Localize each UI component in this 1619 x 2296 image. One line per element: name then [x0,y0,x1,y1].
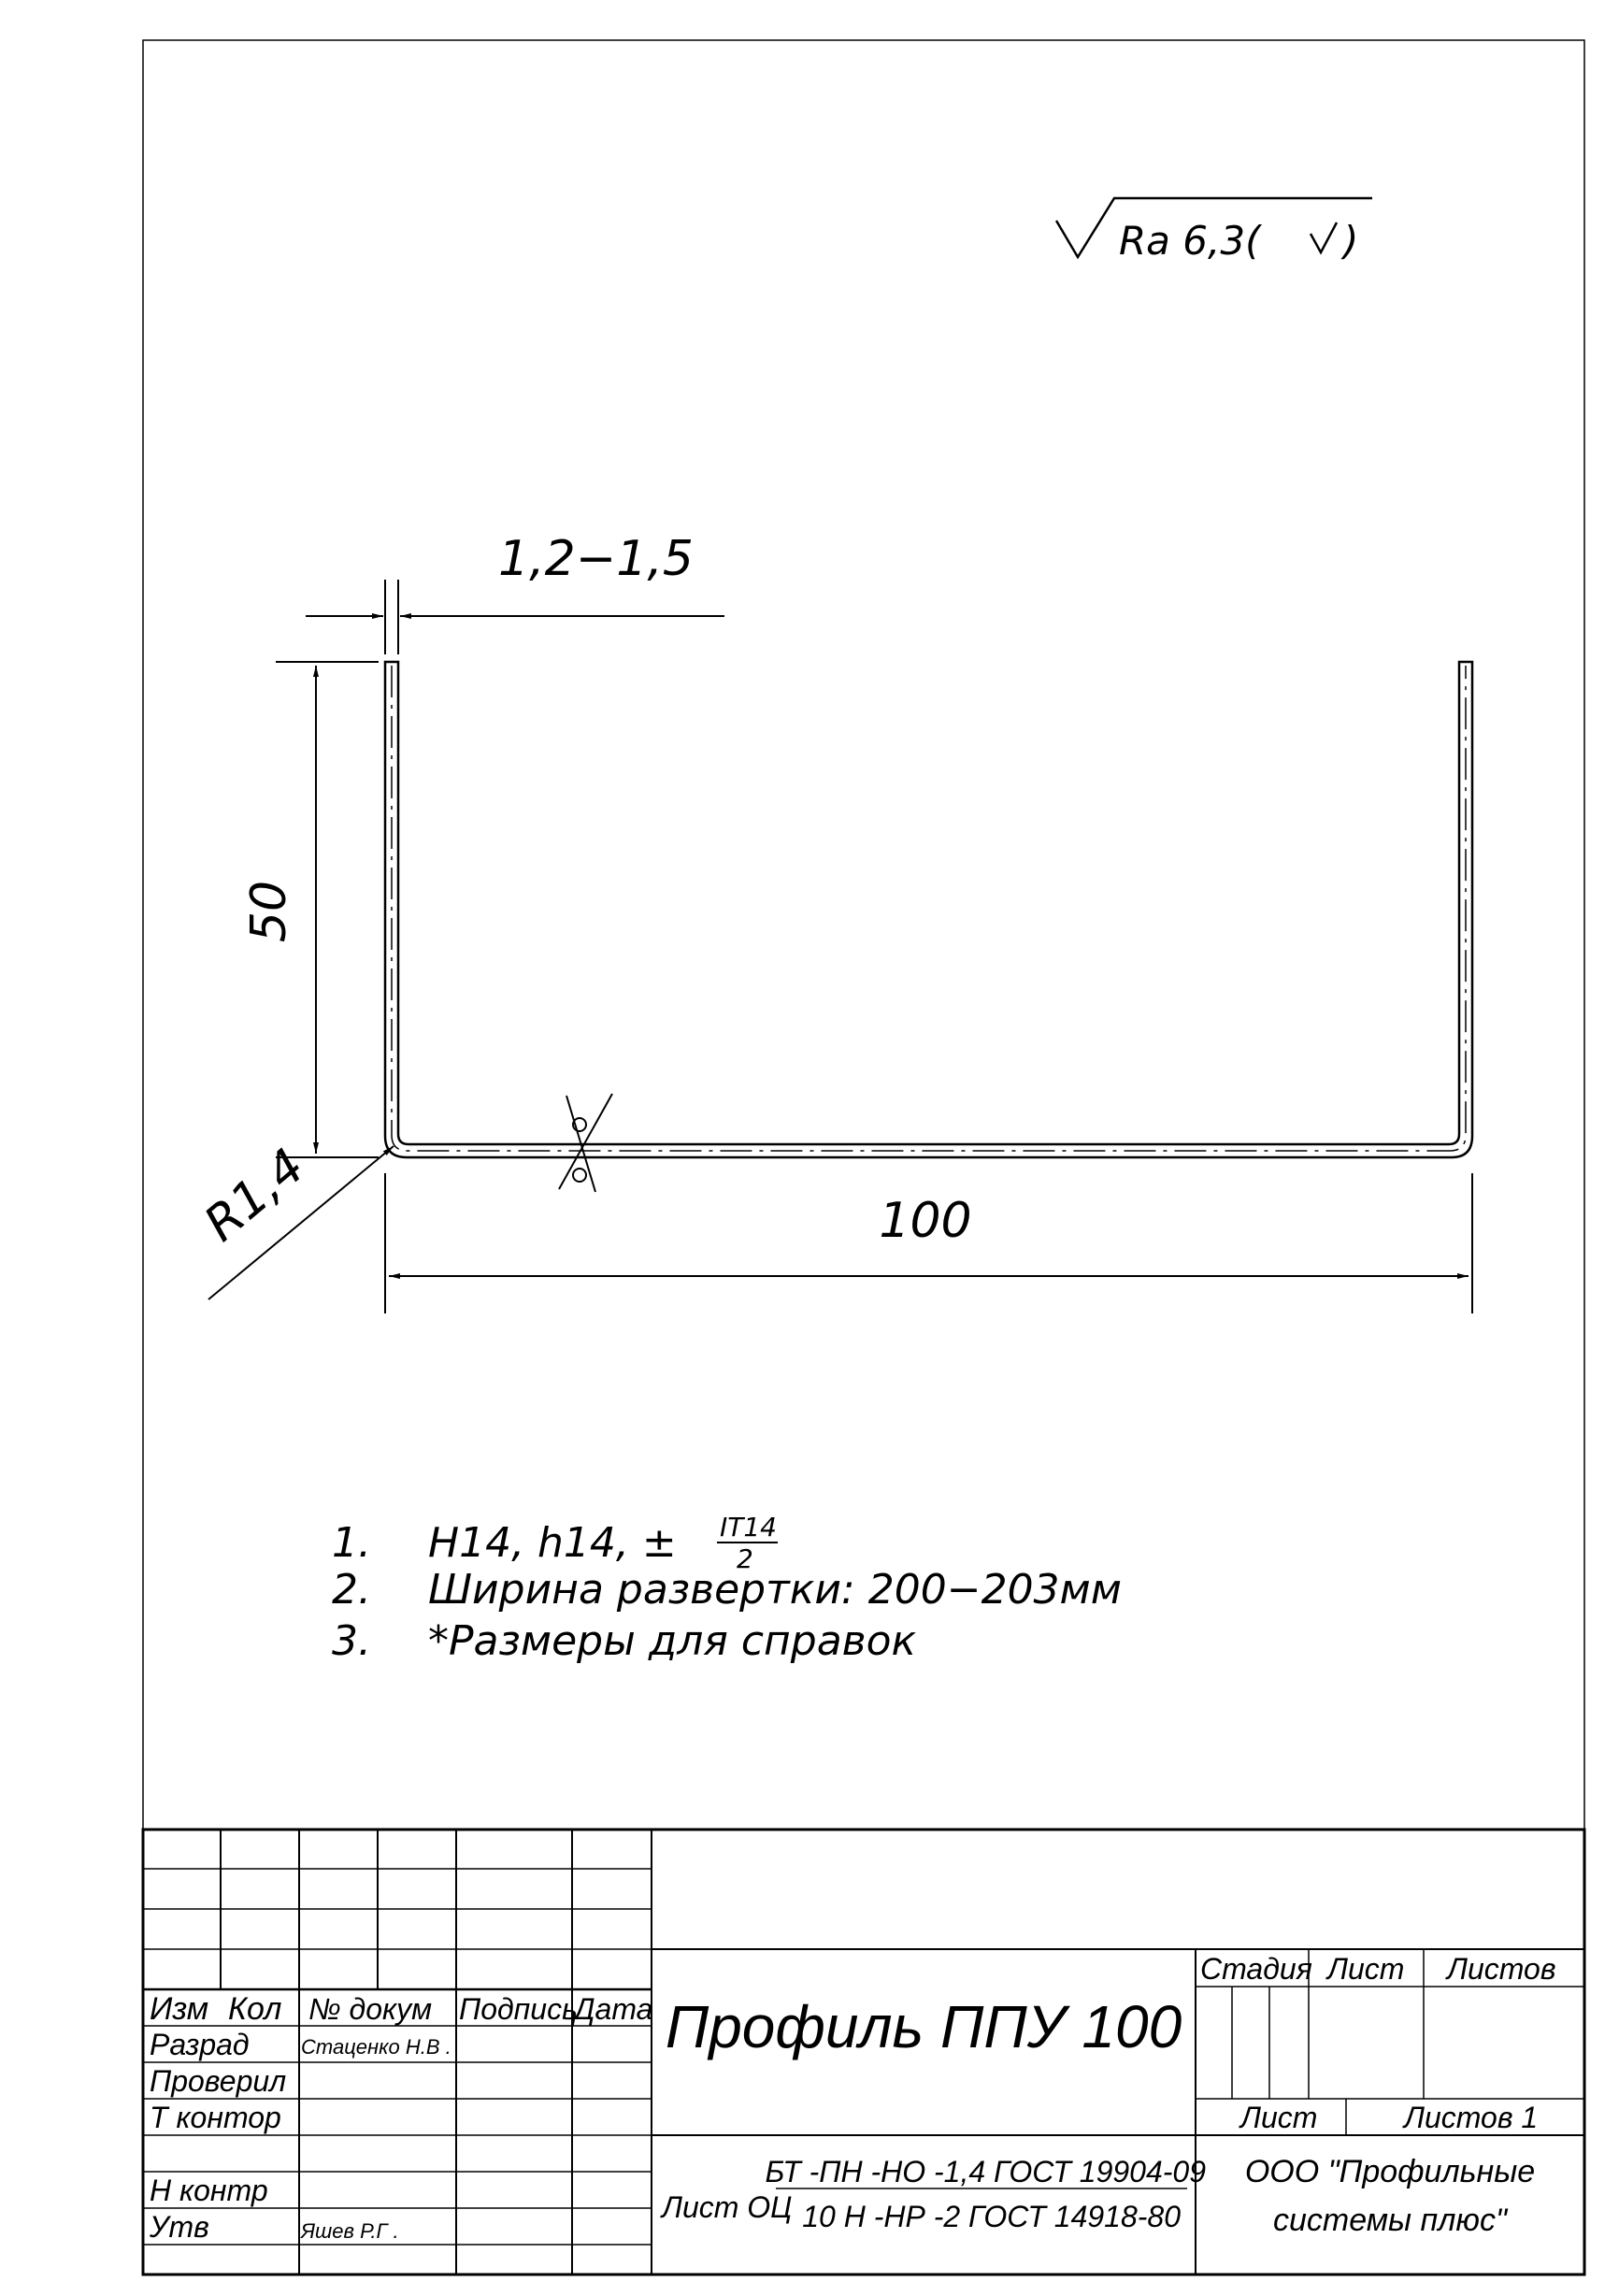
sheets-total: Листов 1 [1404,2101,1539,2134]
technical-notes [332,1512,1122,1665]
role-checker: Проверил [150,2064,287,2098]
material-line-2: 10 Н -НР -2 ГОСТ 14918-80 [802,2200,1181,2233]
thickness-value: 1,2−1,5 [498,531,694,587]
note-1-fraction-top: IT14 [720,1512,777,1543]
company-line-1: ООО "Профильные [1244,2154,1536,2189]
note-1-number: 1. [332,1519,371,1567]
radius-value: R1,4 [193,1138,316,1253]
label-sheets: Листов [1447,1952,1556,1986]
roughness-value: Ra 6,3( [1119,218,1261,264]
name-approved: Яшев Р.Г . [301,2219,399,2243]
material-line-1: БТ -ПН -НО -1,4 ГОСТ 19904-09 [765,2155,1206,2188]
note-2-number: 2. [332,1566,371,1614]
company-line-2: системы плюс" [1272,2203,1508,2238]
radius-dimension [194,1139,394,1299]
thickness-dimension [306,531,724,654]
role-tech-control: Т контор [150,2101,281,2134]
roughness-symbol [1056,198,1372,264]
role-approved: Утв [150,2210,209,2244]
width-dimension [385,1173,1472,1313]
note-2-text: Ширина развертки: 200−203мм [428,1566,1122,1614]
header-kol: Кол [228,1991,282,2027]
product-title: Профиль ППУ 100 [665,1993,1182,2060]
role-developer: Разрад [150,2028,250,2061]
roughness-close: ) [1343,218,1359,264]
header-signature: Подпись [459,1992,578,2026]
header-doc-number: № докум [308,1992,433,2026]
profile-outline [385,662,1472,1157]
note-1-fraction-bottom: 2 [737,1543,753,1574]
material-prefix: Лист ОЦ [662,2190,793,2224]
height-value: 50 [241,880,297,943]
note-3-number: 3. [332,1617,371,1665]
label-sheet: Лист [1327,1952,1405,1986]
name-developer: Стаценко Н.В . [301,2035,451,2059]
sheet-label: Лист [1240,2101,1318,2134]
height-dimension [241,662,379,1157]
header-date: Дата [574,1992,653,2026]
header-izm: Изм [150,1991,209,2027]
title-block [143,1830,1584,2274]
note-1-text: H14, h14, ± [428,1519,677,1567]
note-3-text: *Размеры для справок [428,1617,917,1665]
width-value: 100 [879,1193,972,1249]
section-mark [559,1094,612,1192]
role-norm-control: Н контр [150,2174,268,2207]
label-stage: Стадия [1200,1952,1312,1986]
